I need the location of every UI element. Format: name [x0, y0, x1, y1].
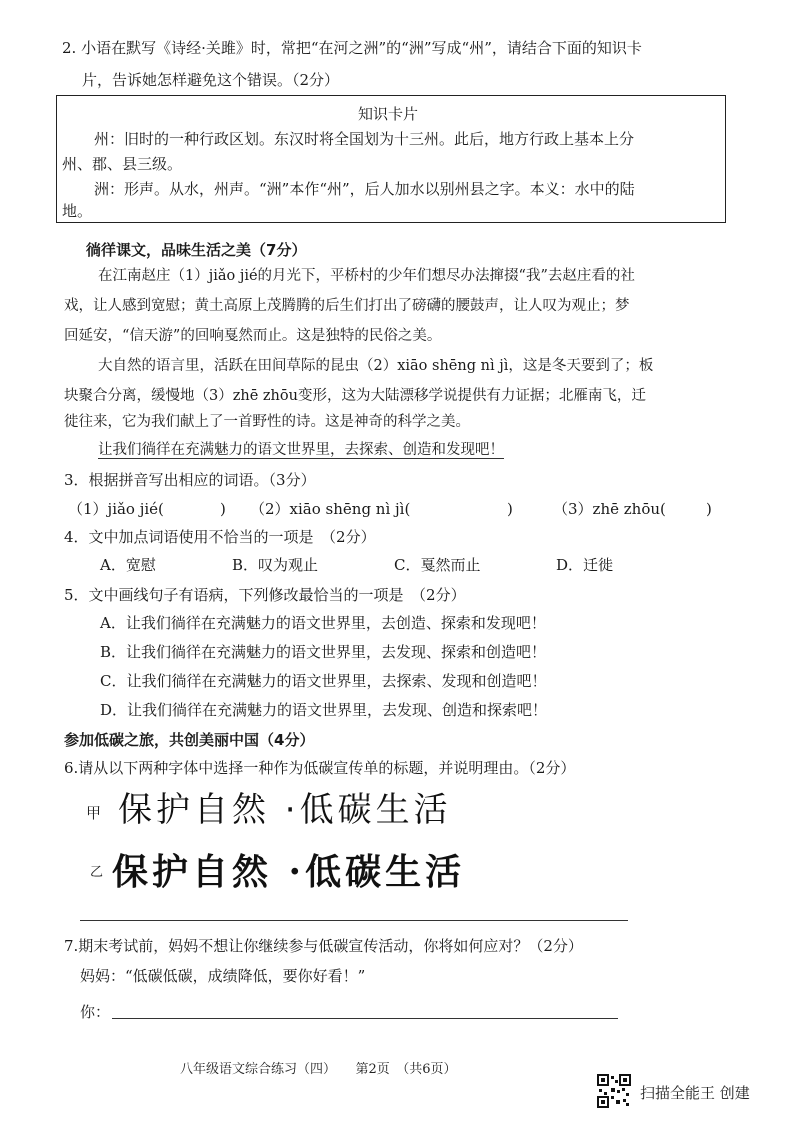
q4-option-b: B．叹为观止: [232, 556, 319, 574]
section1-p1-line2: 戏，让人感到宽慰；黄土高原上茂腾腾的后生们打出了磅礴的腰鼓声，让人叹为观止；梦: [64, 298, 630, 314]
q7-stem: 7.期末考试前，妈妈不想让你继续参与低碳宣传活动，你将如何应对？（2分）: [64, 937, 583, 955]
q4-option-d: D．迁徙: [556, 556, 614, 574]
card-zhou2-line1: 洲：形声。从水，州声。“洲”本作“州”，后人加水以别州县之字。本义：水中的陆: [94, 180, 635, 198]
q4-option-a: A．宽慰: [100, 556, 156, 574]
section1-title: 徜徉课文，品味生活之美（7分）: [86, 241, 307, 259]
q7-you-label: 你：: [80, 1003, 111, 1021]
section1-underlined-sentence: 让我们徜徉在充满魅力的语文世界里，去探索、创造和发现吧！: [98, 442, 504, 458]
q6-font-sample-yi: 保护自然 ·低碳生活: [112, 851, 466, 893]
card-zhou-line1: 州：旧时的一种行政区划。东汉时将全国划为十三州。此后，地方行政上基本上分: [94, 130, 635, 148]
card-zhou-line2: 州、郡、县三级。: [62, 155, 183, 173]
section2-title: 参加低碳之旅，共创美丽中国（4分）: [64, 731, 315, 749]
q6-font-sample-jia: 保护自然 ·低碳生活: [118, 790, 452, 830]
q6-answer-line: [80, 920, 628, 921]
page-footer: 八年级语文综合练习（四） 第2页 （共6页）: [180, 1062, 457, 1077]
q4-option-c: C．戛然而止: [394, 556, 481, 574]
q3-item3: （3）zhē zhōu(: [553, 500, 666, 518]
q5-option-b: B．让我们徜徉在充满魅力的语文世界里，去发现、探索和创造吧！: [100, 643, 547, 661]
q2-line2: 片，告诉她怎样避免这个错误。（2分）: [82, 71, 340, 89]
q5-stem: 5．文中画线句子有语病，下列修改最恰当的一项是 （2分）: [64, 586, 466, 604]
q4-stem: 4．文中加点词语使用不恰当的一项是 （2分）: [64, 528, 376, 546]
q3-item2-close: ): [507, 500, 513, 518]
scanner-watermark: 扫描全能王 创建: [640, 1084, 750, 1102]
q3-item2: （2）xiāo shēng nì jì(: [250, 500, 411, 518]
q7-mom-line: 妈妈：“低碳低碳，成绩降低，要你好看！”: [80, 967, 366, 985]
section1-p2-line3: 徙往来，它为我们献上了一首野性的诗。这是神奇的科学之美。: [64, 414, 470, 430]
q5-option-c: C．让我们徜徉在充满魅力的语文世界里，去探索、发现和创造吧！: [100, 672, 547, 690]
card-zhou2-line2: 地。: [62, 202, 93, 220]
qr-code-icon: [597, 1074, 631, 1108]
q3-item1-close: ): [220, 500, 226, 518]
q6-label-yi: 乙: [90, 865, 104, 880]
section1-p1-line1: 在江南赵庄（1）jiǎo jié的月光下，平桥村的少年们想尽办法撺掇“我”去赵庄看的社: [98, 268, 635, 284]
q3-item3-close: ): [706, 500, 712, 518]
q2-line1: 2. 小语在默写《诗经·关雎》时，常把“在河之洲”的“洲”写成“州”，请结合下面的知识卡: [62, 39, 642, 57]
q6-label-jia: 甲: [86, 804, 102, 822]
q6-stem: 6.请从以下两种字体中选择一种作为低碳宣传单的标题，并说明理由。（2分）: [64, 759, 576, 777]
q7-answer-line: [112, 1018, 618, 1019]
card-title: 知识卡片: [358, 105, 419, 123]
q5-option-a: A．让我们徜徉在充满魅力的语文世界里，去创造、探索和发现吧！: [100, 614, 546, 632]
q5-option-d: D．让我们徜徉在充满魅力的语文世界里，去发现、创造和探索吧！: [100, 701, 548, 719]
q3-item1: （1）jiǎo jié(: [68, 500, 164, 518]
section1-p2-line2: 块聚合分离，缓慢地（3）zhē zhōu变形，这为大陆漂移学说提供有力证据；北雁南飞，迁: [64, 388, 646, 404]
q3-stem: 3．根据拼音写出相应的词语。（3分）: [64, 471, 316, 489]
section1-p1-line3: 回延安，“信天游”的回响戛然而止。这是独特的民俗之美。: [64, 328, 442, 344]
section1-p2-line1: 大自然的语言里，活跃在田间草际的昆虫（2）xiāo shēng nì jì，这是冬天要到了；板: [98, 358, 654, 374]
